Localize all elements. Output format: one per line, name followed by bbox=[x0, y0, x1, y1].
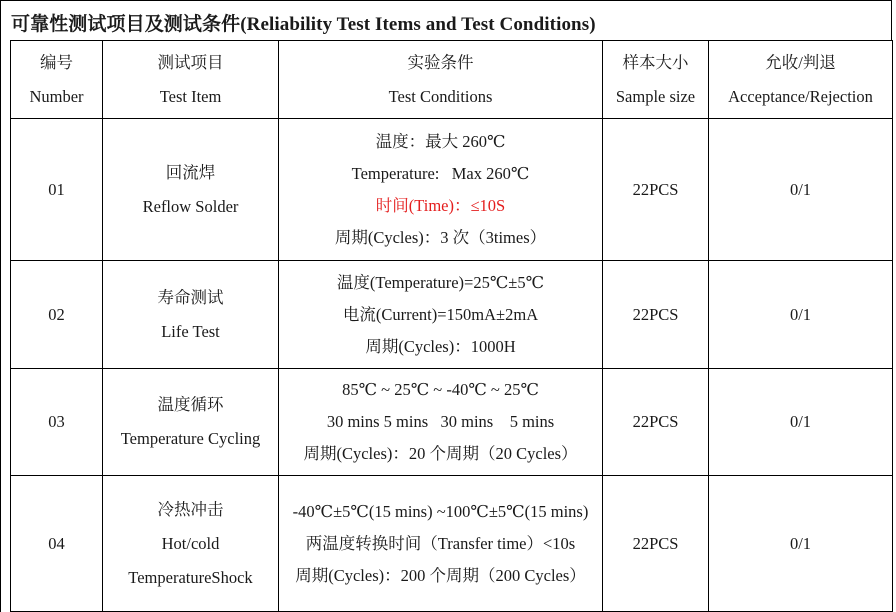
item-cn: 寿命测试 bbox=[157, 287, 224, 307]
row-acceptance: 0/1 bbox=[709, 476, 893, 612]
condition-line: 电流(Current)=150mA±2mA bbox=[342, 304, 539, 324]
item-en: TemperatureShock bbox=[128, 567, 253, 587]
condition-line: -40℃±5℃(15 mins) ~100℃±5℃(15 mins) bbox=[292, 501, 589, 521]
row-conditions bbox=[279, 369, 603, 476]
row-number: 03 bbox=[11, 369, 103, 476]
condition-line: 两温度转换时间（Transfer time）<10s bbox=[305, 533, 576, 553]
condition-line: 85℃ ~ 25℃ ~ -40℃ ~ 25℃ bbox=[342, 380, 539, 399]
header-accept-en: Acceptance/Rejection bbox=[728, 86, 873, 106]
condition-line: 30 mins 5 mins 30 mins 5 mins bbox=[326, 412, 555, 431]
row-test-item bbox=[103, 476, 279, 612]
row-number: 02 bbox=[11, 261, 103, 369]
row-test-item bbox=[103, 261, 279, 369]
condition-line: 温度：最大 260℃ bbox=[375, 131, 506, 151]
item-en: Life Test bbox=[161, 321, 220, 341]
frame-left-border bbox=[0, 40, 10, 612]
reliability-test-table bbox=[10, 40, 893, 612]
item-cn: 温度循环 bbox=[157, 395, 224, 414]
table-header-row bbox=[11, 41, 893, 119]
item-en: Reflow Solder bbox=[142, 196, 239, 216]
row-test-item bbox=[103, 119, 279, 261]
header-size-cn: 样本大小 bbox=[622, 52, 689, 72]
row-number: 01 bbox=[11, 119, 103, 261]
header-number-cn: 编号 bbox=[40, 52, 73, 72]
condition-line: 周期(Cycles)：200 个周期（200 Cycles） bbox=[295, 565, 586, 585]
row-sample-size: 22PCS bbox=[603, 261, 709, 369]
condition-line: Temperature: Max 260℃ bbox=[351, 163, 530, 183]
header-conditions bbox=[279, 41, 603, 119]
condition-line-highlight: 时间(Time)：≤10S bbox=[375, 195, 506, 215]
table-row bbox=[11, 369, 893, 476]
document-title: 可靠性测试项目及测试条件(Reliability Test Items and Test Conditions) bbox=[0, 0, 892, 40]
header-test-item bbox=[103, 41, 279, 119]
header-number-en: Number bbox=[29, 86, 84, 106]
condition-line: 周期(Cycles)：1000H bbox=[365, 336, 516, 356]
condition-line: 温度(Temperature)=25℃±5℃ bbox=[336, 272, 545, 292]
row-number: 04 bbox=[11, 476, 103, 612]
row-sample-size: 22PCS bbox=[603, 476, 709, 612]
header-size-en: Sample size bbox=[615, 86, 696, 106]
row-acceptance: 0/1 bbox=[709, 261, 893, 369]
condition-line: 周期(Cycles)：20 个周期（20 Cycles） bbox=[303, 444, 578, 463]
header-item-cn: 测试项目 bbox=[157, 52, 224, 72]
row-conditions bbox=[279, 119, 603, 261]
header-number bbox=[11, 41, 103, 119]
header-sample-size bbox=[603, 41, 709, 119]
table-row bbox=[11, 119, 893, 261]
table-row bbox=[11, 261, 893, 369]
row-test-item bbox=[103, 369, 279, 476]
row-sample-size: 22PCS bbox=[603, 369, 709, 476]
row-acceptance: 0/1 bbox=[709, 369, 893, 476]
row-sample-size: 22PCS bbox=[603, 119, 709, 261]
header-acceptance bbox=[709, 41, 893, 119]
condition-line: 周期(Cycles)：3 次（3times） bbox=[334, 227, 547, 247]
row-acceptance: 0/1 bbox=[709, 119, 893, 261]
item-cn: 回流焊 bbox=[165, 162, 216, 182]
row-conditions bbox=[279, 261, 603, 369]
table-row bbox=[11, 476, 893, 612]
header-accept-cn: 允收/判退 bbox=[765, 52, 836, 72]
item-cn: 冷热冲击 bbox=[157, 499, 224, 519]
header-item-en: Test Item bbox=[159, 86, 222, 106]
header-cond-cn: 实验条件 bbox=[407, 52, 474, 72]
row-conditions bbox=[279, 476, 603, 612]
header-cond-en: Test Conditions bbox=[388, 86, 493, 106]
item-en: Temperature Cycling bbox=[120, 429, 261, 448]
item-en: Hot/cold bbox=[161, 533, 220, 553]
